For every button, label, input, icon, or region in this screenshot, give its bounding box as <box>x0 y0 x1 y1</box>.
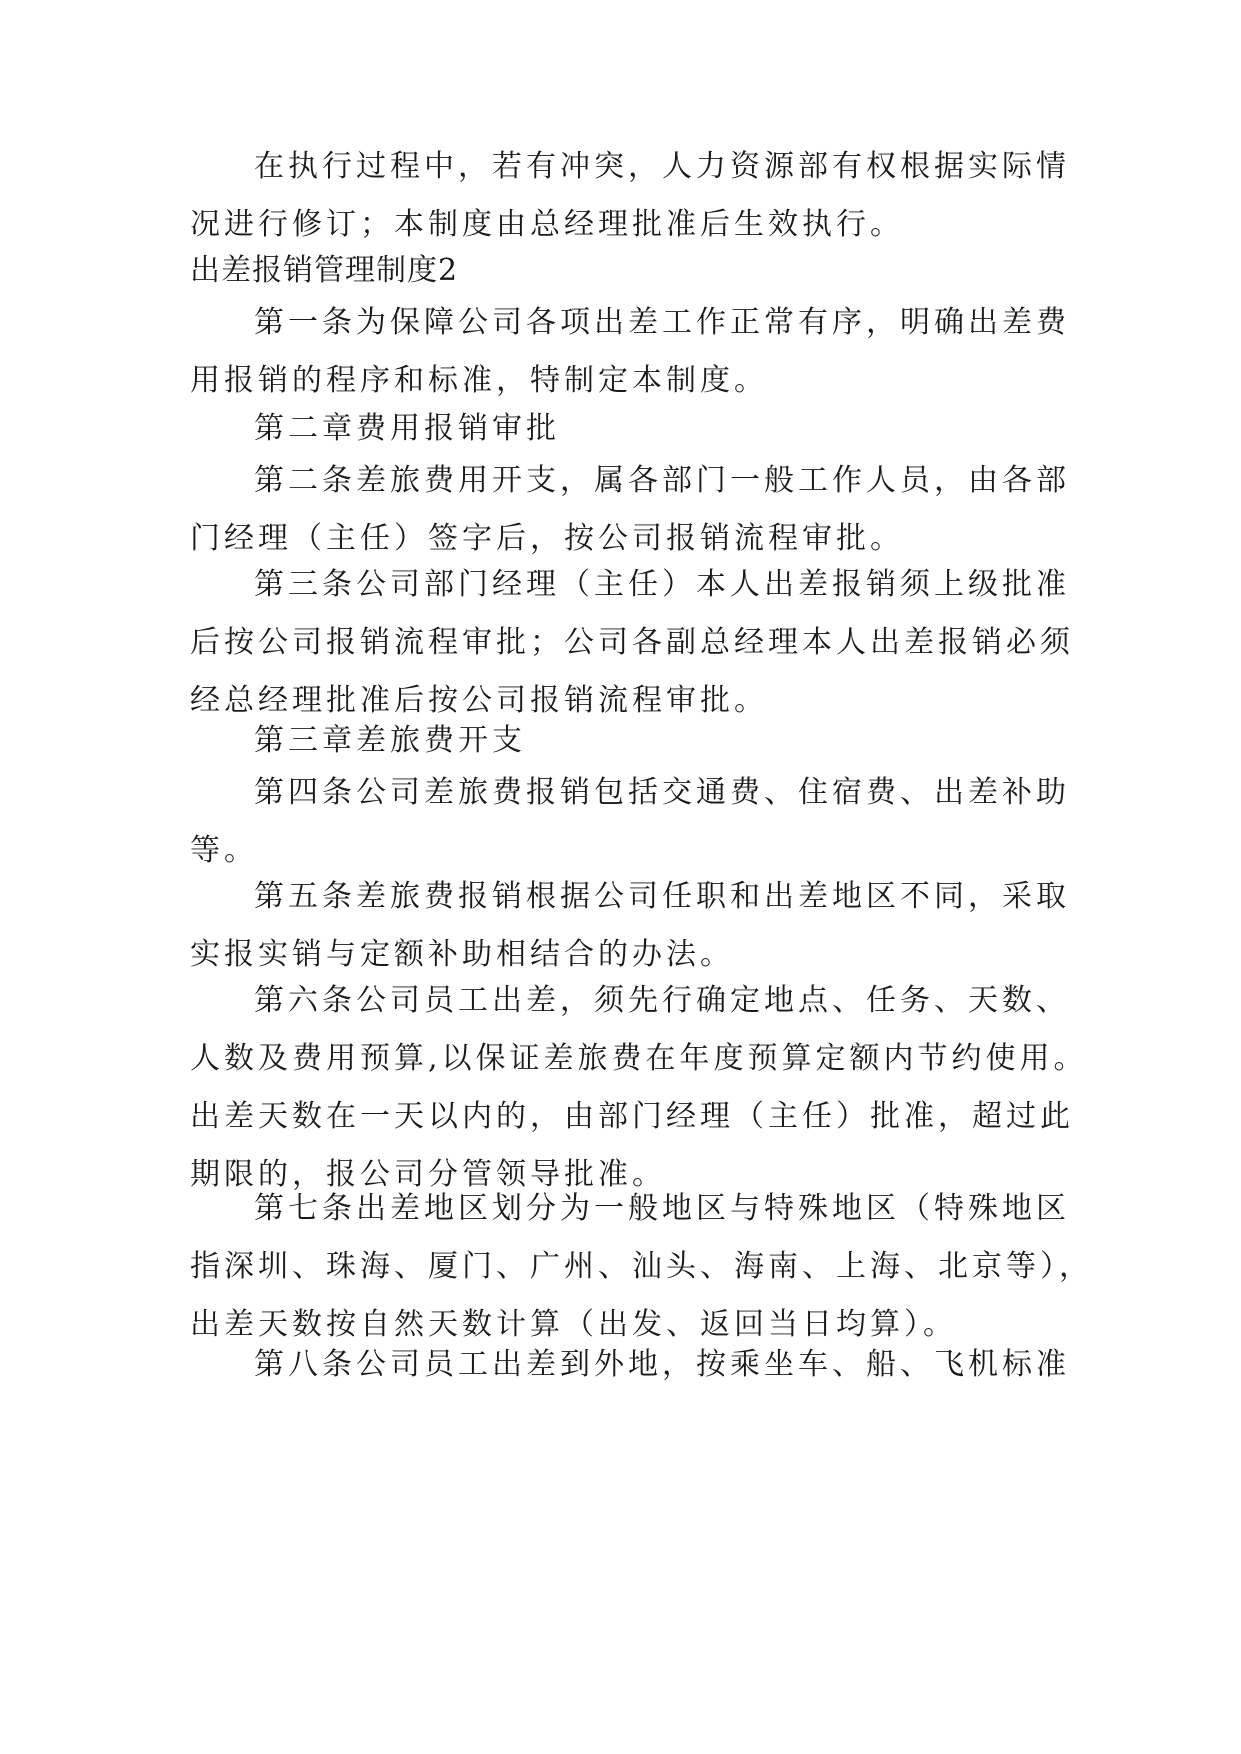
document-title <box>190 242 1050 300</box>
article-1 <box>190 294 1070 410</box>
paragraph-line: 期限的，报公司分管领导批准。 <box>190 1157 666 1192</box>
paragraph-line: 等。 <box>190 833 258 868</box>
article-4 <box>190 764 1070 880</box>
document-title-text: 出差报销管理制度2 <box>190 253 459 288</box>
paragraph-line: 第三条公司部门经理（主任）本人出差报销须上级批准 <box>254 567 1070 602</box>
article-8 <box>190 1336 1070 1394</box>
paragraph-line: 出差天数按自然天数计算（出发、返回当日均算）。 <box>190 1307 957 1342</box>
chapter-heading-text: 第三章差旅费开支 <box>254 723 526 758</box>
paragraph-line: 出差天数在一天以内的，由部门经理（主任）批准，超过此 <box>190 1099 1074 1134</box>
paragraph-line: 经总经理批准后按公司报销流程审批。 <box>190 683 768 718</box>
article-7 <box>190 1180 1093 1354</box>
paragraph-line: 后按公司报销流程审批；公司各副总经理本人出差报销必须 <box>190 625 1074 660</box>
paragraph-line: 第六条公司员工出差，须先行确定地点、任务、天数、 <box>254 983 1070 1018</box>
paragraph-line: 第四条公司差旅费报销包括交通费、住宿费、出差补助 <box>254 775 1070 810</box>
chapter-heading-text: 第二章费用报销审批 <box>254 411 560 446</box>
paragraph-line: 人数及费用预算,以保证差旅费在年度预算定额内节约使用。 <box>190 1041 1088 1076</box>
article-6 <box>190 972 1088 1204</box>
paragraph-line: 第二条差旅费用开支，属各部门一般工作人员，由各部 <box>254 463 1070 498</box>
article-2 <box>190 452 1070 568</box>
paragraph-line: 第一条为保障公司各项出差工作正常有序，明确出差费 <box>254 305 1070 340</box>
chapter-2-heading <box>190 400 1050 458</box>
paragraph-line: 第八条公司员工出差到外地，按乘坐车、船、飞机标准 <box>254 1347 1070 1382</box>
paragraph-line: 在执行过程中，若有冲突，人力资源部有权根据实际情 <box>254 149 1070 184</box>
paragraph-line: 门经理（主任）签字后，按公司报销流程审批。 <box>190 521 904 556</box>
chapter-3-heading <box>190 712 1050 770</box>
article-5 <box>190 868 1070 984</box>
paragraph-line: 第五条差旅费报销根据公司任职和出差地区不同，采取 <box>254 879 1070 914</box>
paragraph-line: 况进行修订；本制度由总经理批准后生效执行。 <box>190 207 904 242</box>
paragraph-line: 第七条出差地区划分为一般地区与特殊地区（特殊地区 <box>254 1191 1070 1226</box>
paragraph-line: 用报销的程序和标准，特制定本制度。 <box>190 363 768 398</box>
paragraph-line: 指深圳、珠海、厦门、广州、汕头、海南、上海、北京等）， <box>190 1249 1093 1284</box>
paragraph-1 <box>190 138 1070 254</box>
article-3 <box>190 556 1074 730</box>
paragraph-line: 实报实销与定额补助相结合的办法。 <box>190 937 734 972</box>
